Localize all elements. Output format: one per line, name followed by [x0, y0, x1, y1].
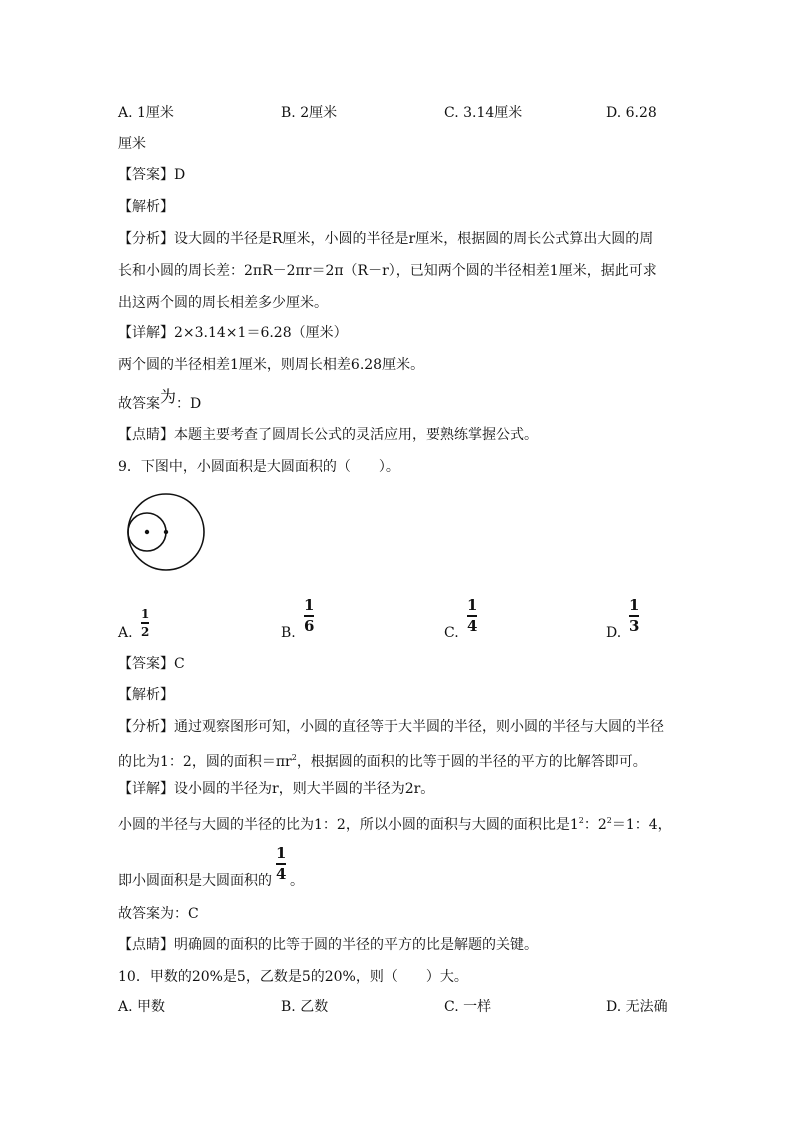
- option-a-fraction: [141, 608, 149, 638]
- option-d-letter: D.: [606, 625, 622, 641]
- fraction-bar: [141, 622, 149, 624]
- option-d-fraction: [629, 598, 639, 634]
- fraction-numerator: 1: [304, 596, 315, 614]
- option-b-fraction: [304, 598, 314, 634]
- detail-line: 【详解】2×3.14×1＝6.28（厘米）: [118, 325, 348, 341]
- analysis-text-part: ，根据圆的面积的比等于圆的半径的平方的比解答即可。: [296, 754, 647, 770]
- question-stem: 9．下图中，小圆面积是大圆面积的（ ）。: [118, 459, 400, 475]
- final-answer-prefix: 故答案: [118, 396, 160, 412]
- analysis-text-line: [118, 749, 647, 771]
- conclusion-line: 两个圆的半径相差1厘米，则周长相差6.28厘米。: [118, 357, 425, 373]
- analysis-text-line: 出这两个圆的周长相差多少厘米。: [118, 295, 328, 311]
- final-answer-suffix: ：D: [176, 396, 202, 412]
- analysis-text-line: 【分析】通过观察图形可知，小圆的直径等于大半圆的半径，则小圆的半径与大圆的半径: [118, 719, 664, 735]
- analysis-text-line: 【分析】设大圆的半径是R厘米，小圆的半径是r厘米，根据圆的周长公式算出大圆的周: [118, 231, 654, 247]
- option-c: C. 一样: [444, 999, 492, 1015]
- superscript: 2: [606, 816, 612, 825]
- option-b: B. 2厘米: [281, 105, 338, 121]
- circles-figure: [124, 490, 208, 574]
- fraction-denominator: 2: [141, 624, 150, 639]
- ratio-text-part: ＝1：4，: [611, 817, 672, 833]
- option-d: D. 6.28: [606, 105, 657, 121]
- fraction-denominator: 4: [276, 864, 287, 883]
- fraction-numerator: 1: [629, 596, 640, 614]
- note-line: 【点睛】本题主要考查了圆周长公式的灵活应用，要熟练掌握公式。: [118, 427, 538, 443]
- conclusion-suffix: 。: [290, 873, 304, 889]
- option-d-wrap: 厘米: [118, 136, 146, 152]
- option-c: C. 3.14厘米: [444, 105, 523, 121]
- final-answer: 故答案为：C: [118, 906, 199, 922]
- option-d: D. 无法确: [606, 999, 668, 1015]
- detail-line: 【详解】设小圆的半径为r，则大半圆的半径为2r。: [118, 781, 435, 797]
- question-stem: 10．甲数的20%是5，乙数是5的20%，则（ ）大。: [118, 969, 468, 985]
- analysis-label: 【解析】: [118, 687, 174, 703]
- answer-line: 【答案】C: [118, 656, 185, 672]
- large-circle-center: [164, 530, 168, 534]
- ratio-text-part: 小圆的半径与大圆的半径的比为1：2，所以小圆的面积与大圆的面积比是1: [118, 817, 579, 833]
- option-a: A. 1厘米: [118, 105, 174, 121]
- fraction-denominator: 4: [467, 616, 478, 635]
- fraction-numerator: 1: [467, 596, 478, 614]
- superscript: 2: [291, 753, 297, 762]
- analysis-text-line: 长和小圆的周长差：2πR－2πr＝2π（R－r），已知两个圆的半径相差1厘米，据此可求: [118, 263, 657, 279]
- conclusion-fraction: [276, 846, 286, 882]
- answer-line: 【答案】D: [118, 167, 186, 183]
- fraction-numerator: 1: [141, 607, 150, 621]
- fraction-denominator: 3: [629, 616, 640, 635]
- analysis-label: 【解析】: [118, 199, 174, 215]
- option-a: A. 甲数: [118, 999, 166, 1015]
- fraction-numerator: 1: [276, 844, 287, 862]
- conclusion-prefix: 即小圆面积是大圆面积的: [118, 873, 272, 889]
- superscript: 2: [578, 816, 584, 825]
- final-answer-wei: 为: [160, 387, 177, 406]
- option-b: B. 乙数: [281, 999, 329, 1015]
- small-circle-center: [145, 530, 149, 534]
- option-b-letter: B.: [281, 625, 296, 641]
- ratio-text-part: ：2: [583, 817, 607, 833]
- option-c-fraction: [467, 598, 477, 634]
- final-answer: [118, 387, 202, 413]
- ratio-line: [118, 812, 672, 834]
- option-c-letter: C.: [444, 625, 459, 641]
- fraction-denominator: 6: [304, 616, 315, 635]
- analysis-text-part: 的比为1：2，圆的面积＝πr: [118, 754, 292, 770]
- option-a-letter: A.: [118, 625, 133, 641]
- note-line: 【点睛】明确圆的面积的比等于圆的半径的平方的比是解题的关键。: [118, 937, 538, 953]
